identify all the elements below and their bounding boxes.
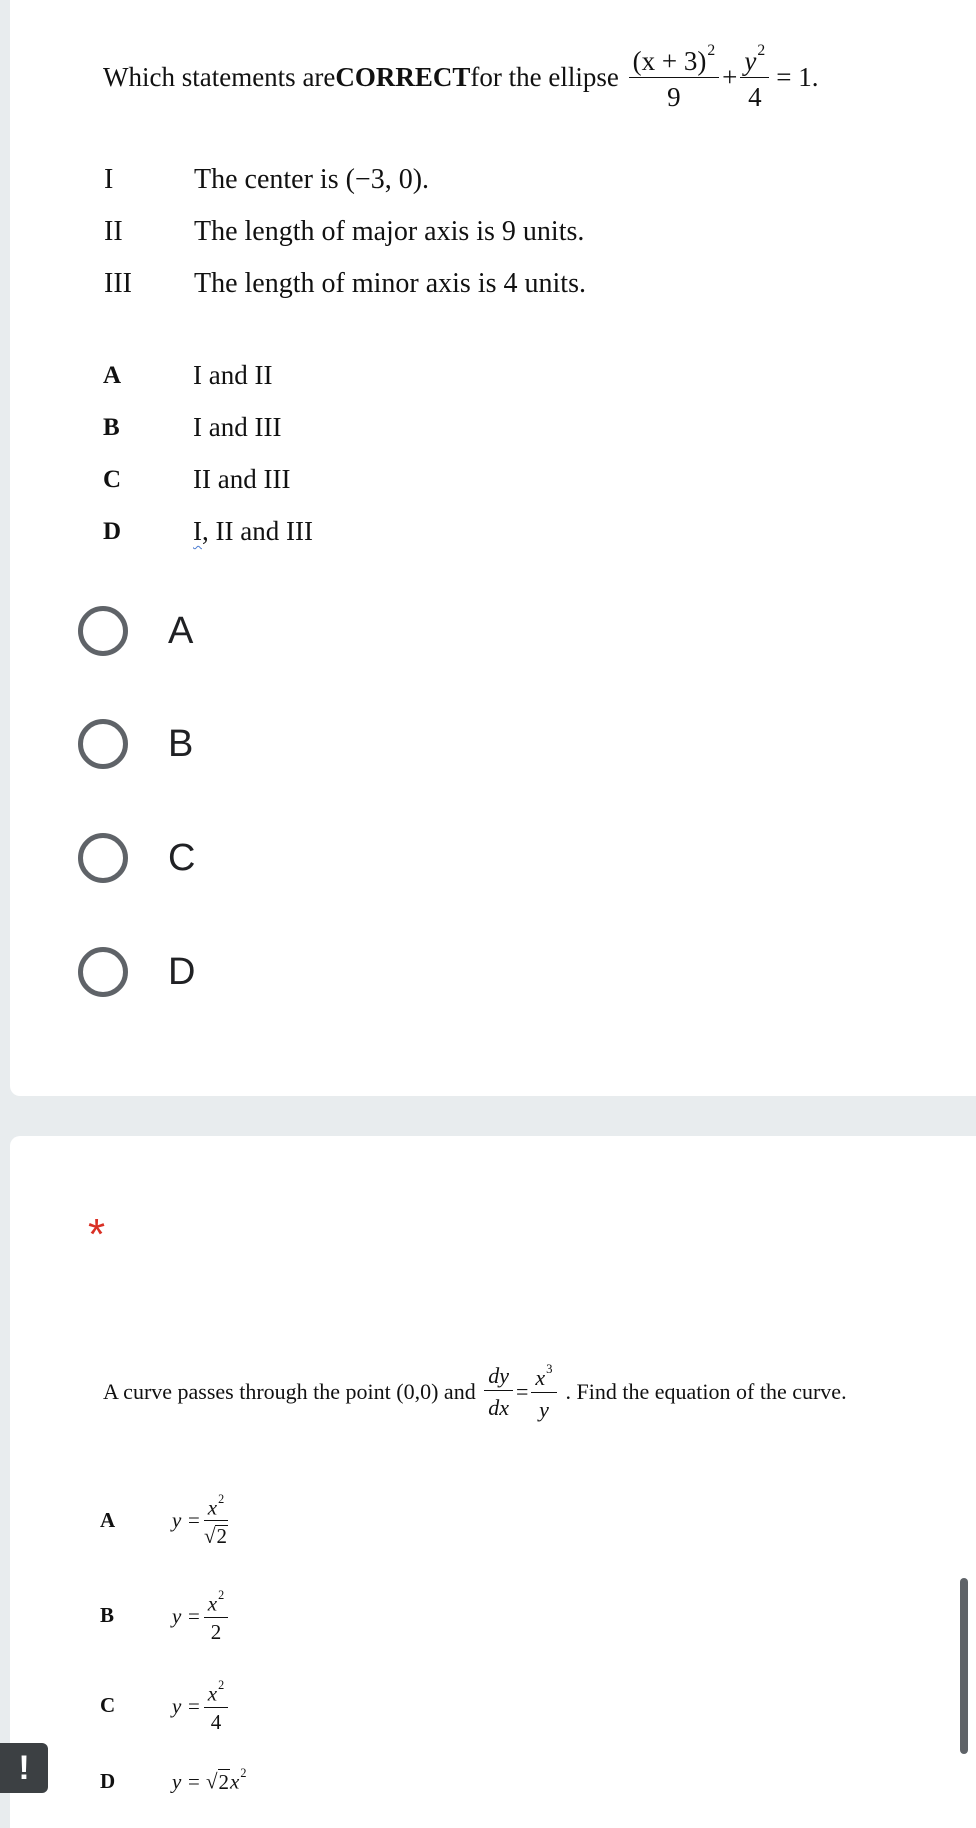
q2-option-b-formula: y = $\frac{x^2}{2}$ [172,1586,231,1646]
radio-label-d[interactable]: D [168,950,196,993]
q2-option-c-formula: y = $\frac{x^2}{4}$ [172,1676,231,1736]
option-a-letter: A [103,362,122,389]
radio-button-d[interactable] [78,947,128,997]
radio-button-a[interactable] [78,606,128,656]
q2-option-b-letter: B [100,1603,115,1627]
q2-option-a-formula: y = $\frac{x^2}{√2}$ [172,1491,227,1549]
radio-label-b[interactable]: B [168,722,194,765]
question-1-text: Which statements are CORRECT for the ellipse $\frac{(x + 3)^2}{9}$ + $\frac{y^2}{4}$ = 1. [103,41,819,113]
option-a-text: I and II [193,360,273,390]
radio-label-a[interactable]: A [168,609,194,652]
radio-button-b[interactable] [78,719,128,769]
question-2-text: A curve passes through the point (0,0) and $\frac{dy}{dx}$ = $\frac{x^3}{y}$ . Find the equation of the curve. [103,1361,847,1423]
q2-option-a-letter: A [100,1508,116,1532]
statement-2-number: II [104,216,123,247]
q2-option-c-letter: C [100,1693,116,1717]
q2-option-d-letter: D [100,1769,116,1793]
option-b-text: I and III [193,412,282,442]
option-c-letter: C [103,466,122,493]
q2-option-d-formula: $y = √2x^2$ [172,1766,247,1794]
option-c-text: II and III [193,464,291,494]
option-d-text: I, II and III [193,516,313,546]
radio-choice-c[interactable] [78,828,195,888]
question-card-1 [10,0,976,1096]
statement-1-text: The center is (−3, 0). [194,164,430,195]
radio-label-c[interactable]: C [168,836,196,879]
radio-choice-d[interactable] [78,942,195,1002]
alert-badge[interactable]: ! [0,1743,48,1793]
required-asterisk: * [88,1210,106,1259]
radio-button-c[interactable] [78,833,128,883]
radio-choice-a[interactable] [78,601,193,661]
statement-1-number: I [104,164,114,195]
emphasis-correct: CORRECT [335,61,471,92]
ellipse-term-1: $\frac{(x + 3)^2}{9}$ [629,43,720,112]
scrollbar-thumb[interactable] [960,1578,968,1754]
statement-3-text: The length of minor axis is 4 units. [194,268,586,299]
question-card-2 [10,1136,976,1828]
option-d-letter: D [103,518,122,545]
rhs-fraction: $\frac{x^3}{y}$ [531,1363,556,1421]
option-b-letter: B [103,414,120,441]
statement-2-text: The length of major axis is 9 units. [194,216,585,247]
statement-3-number: III [104,268,132,299]
radio-choice-b[interactable] [78,714,193,774]
derivative-fraction: $\frac{dy}{dx}$ [484,1365,513,1419]
ellipse-term-2: $\frac{y^2}{4}$ [740,43,769,112]
